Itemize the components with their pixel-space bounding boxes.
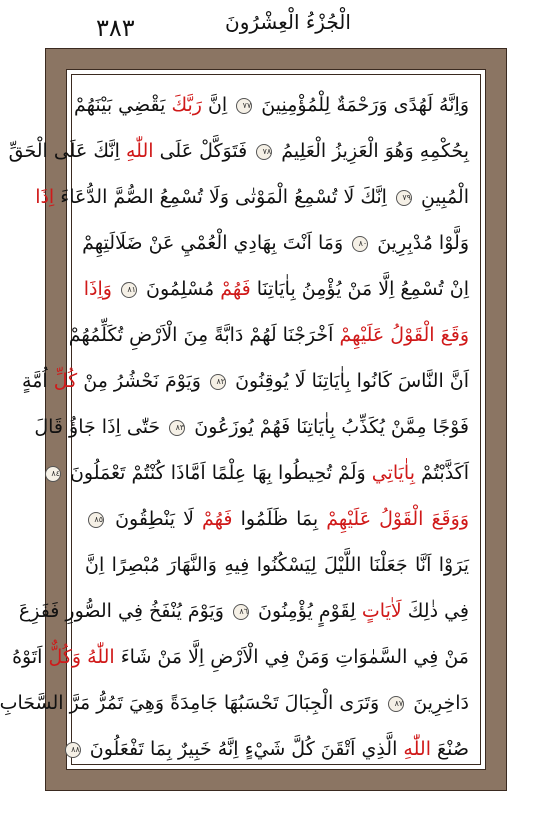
highlighted-word: اللّٰهِ xyxy=(125,140,154,162)
line-text: اِنَّ xyxy=(207,94,228,116)
line-text: وَمَا اَنْتَ بِهَادِي الْعُمْيِ عَنْ ضَلَالَتِهِمْ xyxy=(82,232,344,254)
line-text: فَتَوَكَّلْ عَلَى xyxy=(159,140,248,162)
highlighted-word: اللّٰهِ xyxy=(403,738,431,760)
line-text: وَلَّوْا مُدْبِرِينَ xyxy=(377,232,469,254)
text-line-7 xyxy=(22,360,469,402)
ayah-marker: ٨٨ xyxy=(65,742,81,758)
text-line-3 xyxy=(35,176,469,218)
page-number: ٣٨٣ xyxy=(96,14,135,42)
line-text: صُنْعَ xyxy=(437,738,469,760)
text-line-11 xyxy=(85,544,469,586)
highlighted-word: وَقَعَ الْقَوْلُ عَلَيْهِمْ xyxy=(339,324,469,346)
line-text: اَنَّ النَّاسَ كَانُوا بِاٰيَاتِنَا لَا يُوقِنُونَ xyxy=(235,370,469,392)
line-text: اِنْ تُسْمِعُ اِلَّا مَنْ يُؤْمِنُ بِاٰيَاتِنَا xyxy=(256,278,469,300)
line-text: لِقَوْمٍ يُؤْمِنُونَ xyxy=(258,600,356,622)
highlighted-word: وَكُلٌّ xyxy=(48,646,82,668)
line-text: اَكَذَّبْتُمْ xyxy=(421,462,469,484)
ayah-marker: ٨١ xyxy=(121,282,137,298)
ayah-marker: ٧٧ xyxy=(236,98,252,114)
highlighted-word: وَاِذَا xyxy=(83,278,112,300)
ayah-marker: ٨٦ xyxy=(233,604,249,620)
line-text: بِمَا ظَلَمُوا xyxy=(240,508,319,530)
line-text: مَنْ فِي السَّمٰوَاتِ وَمَنْ فِي الْاَرْضِ اِلَّا مَنْ شَاءَ xyxy=(120,646,469,668)
line-text: وَتَرَى الْجِبَالَ تَحْسَبُهَا جَامِدَةً وَهِيَ تَمُرُّ مَرَّ السَّحَابِ xyxy=(0,692,380,714)
line-text: لَا يَنْطِقُونَ xyxy=(115,508,194,530)
highlighted-word: فَهُمْ xyxy=(220,278,251,300)
text-line-14 xyxy=(0,682,469,724)
highlighted-word: بِاٰيَاتِي xyxy=(371,462,415,484)
line-text: وَيَوْمَ نَحْشُرُ مِنْ xyxy=(83,370,201,392)
text-line-6 xyxy=(68,314,469,356)
text-line-2 xyxy=(8,130,469,172)
text-line-13 xyxy=(12,636,469,678)
highlighted-word: وَوَقَعَ الْقَوْلُ عَلَيْهِمْ xyxy=(326,508,469,530)
highlighted-word: رَبَّكَ xyxy=(171,94,202,116)
text-line-8 xyxy=(34,406,469,448)
line-text: دَاخِرِينَ xyxy=(413,692,469,714)
line-text: اَتَوْهُ xyxy=(12,646,43,668)
text-line-10 xyxy=(85,498,469,540)
line-text: يَرَوْا اَنَّا جَعَلْنَا اللَّيْلَ لِيَسْكُنُوا فِيهِ وَالنَّهَارَ مُبْصِرًا اِنَّ xyxy=(85,554,469,576)
text-line-15 xyxy=(71,728,469,770)
juz-title: الْجُزْءُ الْعِشْرُونَ xyxy=(225,10,351,34)
line-text: فَوْجًا مِمَّنْ يُكَذِّبُ بِاٰيَاتِنَا فَهُمْ يُوزَعُونَ xyxy=(194,416,469,438)
ayah-marker: ٧٩ xyxy=(396,190,412,206)
text-line-9 xyxy=(51,452,469,494)
line-text: بِحُكْمِهِ وَهُوَ الْعَزِيزُ الْعَلِيمُ xyxy=(281,140,469,162)
line-text: الْمُبِينِ xyxy=(421,186,469,208)
line-text: فِي ذٰلِكَ xyxy=(407,600,469,622)
highlighted-word: اِذَا xyxy=(35,186,55,208)
ayah-marker: ٧٨ xyxy=(256,144,272,160)
ayah-marker: ٨٣ xyxy=(169,420,185,436)
text-line-5 xyxy=(85,268,469,310)
ayah-marker: ٨٧ xyxy=(388,696,404,712)
ayah-marker: ٨٥ xyxy=(88,512,104,528)
page-frame xyxy=(0,48,507,791)
highlighted-word: لَاٰيَاتٍ xyxy=(361,600,402,622)
highlighted-word: اللّٰهُ xyxy=(87,646,115,668)
text-line-4 xyxy=(82,222,469,264)
text-panel xyxy=(0,69,486,770)
line-text: مُسْلِمُونَ xyxy=(146,278,215,300)
ayah-marker: ٨٠ xyxy=(352,236,368,252)
line-text: حَتّٰى اِذَا جَاؤُ قَالَ xyxy=(34,416,161,438)
ayah-marker: ٨٢ xyxy=(210,374,226,390)
line-text: اَخْرَجْنَا لَهُمْ دَابَّةً مِنَ الْاَرْضِ تُكَلِّمُهُمْ xyxy=(68,324,334,346)
line-text: وَيَوْمَ يُنْفَخُ فِي الصُّورِ فَفَزِعَ xyxy=(18,600,224,622)
line-text: وَلَمْ تُحِيطُوا بِهَا عِلْمًا اَمَّاذَا كُنْتُمْ تَعْمَلُونَ xyxy=(69,462,366,484)
verse-text xyxy=(0,84,469,760)
highlighted-word: فَهُمْ xyxy=(202,508,233,530)
line-text: اِنَّكَ عَلَى الْحَقِّ xyxy=(8,140,120,162)
line-text: اُمَّةٍ xyxy=(22,370,48,392)
line-text: اِنَّكَ لَا تُسْمِعُ الْمَوْتٰى وَلَا تُسْمِعُ الصُّمَّ الدُّعَاءَ xyxy=(60,186,387,208)
text-line-12 xyxy=(18,590,469,632)
ayah-marker: ٨٤ xyxy=(45,466,61,482)
line-text: الَّذِي اَتْقَنَ كُلَّ شَيْءٍ اِنَّهُ خَبِيرٌ بِمَا تَفْعَلُونَ xyxy=(89,738,398,760)
highlighted-word: كُلِّ xyxy=(53,370,78,392)
text-line-1 xyxy=(73,84,469,126)
line-text: وَاِنَّهُ لَهُدًى وَرَحْمَةٌ لِلْمُؤْمِنِينَ xyxy=(261,94,469,116)
line-text: يَقْضِي بَيْنَهُمْ xyxy=(73,94,166,116)
